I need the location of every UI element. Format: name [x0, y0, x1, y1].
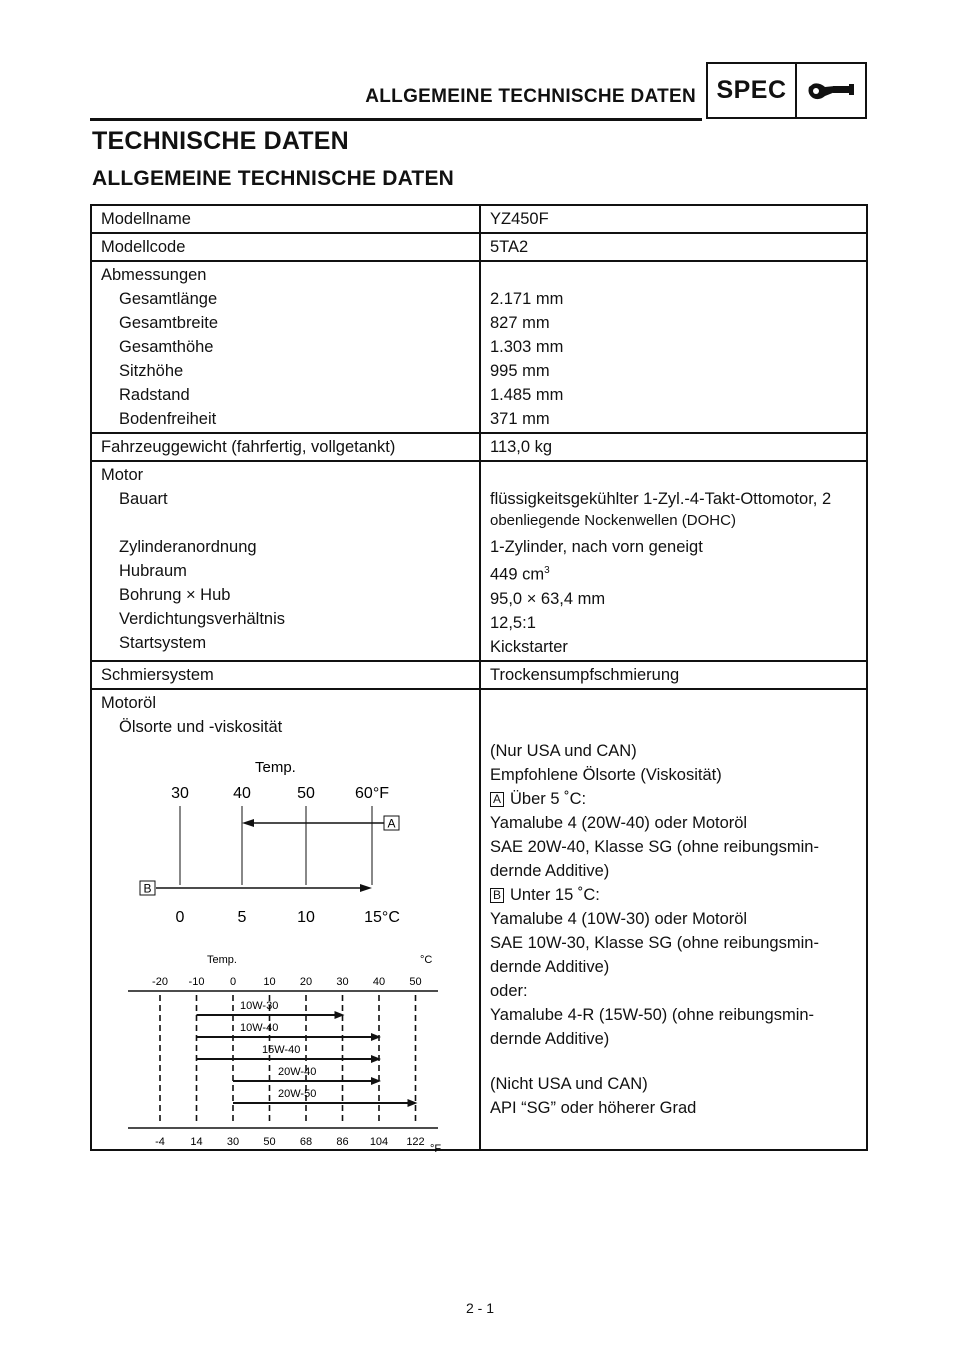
chart2-series-label: 15W-40 [262, 1043, 301, 1056]
table-row [91, 689, 867, 1150]
oil-line: (Nur USA und CAN) [490, 741, 637, 760]
oil-line [490, 787, 858, 811]
chart2-tick-c: -20 [152, 975, 168, 988]
chart1-arrow-a [242, 819, 254, 827]
item-label: Zylinderanordnung [119, 538, 257, 556]
hubraum-value: 449 cm [490, 565, 545, 584]
row-value: Trockensumpfschmierung [480, 661, 867, 689]
chart2-tick-c: 40 [372, 975, 386, 988]
row-value: 113,0 kg [480, 433, 867, 461]
row-label: Modellcode [91, 233, 480, 261]
hubraum-sup: 3 [544, 565, 550, 576]
table-row [91, 261, 867, 433]
chart2-tick-c: 0 [229, 975, 237, 988]
label-a-box: A [490, 792, 504, 807]
chart2-tick-c: 30 [336, 975, 349, 988]
row-value-group [480, 261, 867, 433]
row-value: YZ450F [480, 205, 867, 233]
item-value: 995 mm [490, 362, 550, 380]
oil-line: dernde Additive) [490, 1029, 610, 1048]
header-title: ALLGEMEINE TECHNISCHE DATEN [365, 86, 696, 107]
spec-label: SPEC [708, 64, 797, 117]
chart2-tick-f: -4 [155, 1135, 165, 1148]
item-value: 1.485 mm [490, 386, 564, 404]
chart1-label-a: A [387, 816, 396, 830]
row-value-group [480, 461, 867, 661]
chart2-tick-f: 30 [226, 1135, 240, 1148]
item-value: 1.303 mm [490, 338, 564, 356]
item-label: Gesamtbreite [119, 314, 219, 332]
oil-line: API “SG” oder höherer Grad [490, 1098, 697, 1117]
oil-line: oder: [490, 981, 528, 1000]
row-label-group [91, 689, 480, 1155]
temp-chart-1 [120, 750, 460, 930]
group-label: Abmessungen [101, 266, 207, 284]
item-label: Radstand [119, 386, 190, 404]
chart1-tick-f: 30 [171, 784, 189, 802]
page-title: TECHNISCHE DATEN [92, 127, 349, 155]
table-row [91, 233, 867, 261]
chart2-series-label: 20W-50 [278, 1087, 317, 1100]
chart2-tick-f: 122 [406, 1135, 425, 1148]
chart1-label-b: B [143, 881, 152, 895]
wrench-icon [797, 64, 865, 117]
row-label: Modellname [91, 205, 480, 233]
item-label: Sitzhöhe [119, 362, 184, 380]
oil-line: Yamalube 4 (10W-30) oder Motoröl [490, 909, 748, 928]
group-label: Motoröl [101, 693, 157, 712]
item-value: 1-Zylinder, nach vorn geneigt [490, 538, 703, 556]
spec-table [90, 204, 868, 1155]
item-label: Verdichtungsverhältnis [119, 610, 286, 628]
item-label: Startsystem [119, 634, 207, 652]
chart2-unit-f: °F [430, 1142, 442, 1155]
chart2-tick-f: 86 [336, 1135, 349, 1148]
item-value: 95,0 × 63,4 mm [490, 589, 606, 608]
label-b-box: B [490, 888, 504, 903]
chart1-title: Temp. [255, 758, 296, 776]
item-label: Gesamtlänge [119, 290, 218, 308]
oil-line-text: Unter 15 ˚C: [510, 885, 600, 904]
item-value: Kickstarter [490, 637, 568, 656]
oil-line: SAE 20W-40, Klasse SG (ohne reibungsmin- [490, 837, 819, 856]
chart1-tick-c: 5 [237, 908, 247, 926]
item-value: 12,5:1 [490, 613, 536, 632]
oil-line: dernde Additive) [490, 861, 610, 880]
item-label: Bodenfreiheit [119, 410, 217, 428]
temp-chart-2 [120, 945, 460, 1155]
chart2-tick-f: 104 [369, 1135, 389, 1148]
item-label: Ölsorte und -viskosität [119, 717, 283, 736]
section-title: ALLGEMEINE TECHNISCHE DATEN [92, 167, 455, 190]
chart2-title: Temp. [207, 953, 237, 966]
chart1-tick-f: 60°F [355, 784, 389, 802]
item-value: 2.171 mm [490, 290, 564, 308]
item-value [490, 559, 858, 587]
chart2-series-label: 10W-30 [240, 999, 279, 1012]
oil-line: Empfohlene Ölsorte (Viskosität) [490, 765, 722, 784]
chart2-tick-c: 10 [263, 975, 276, 988]
chart2-tick-f: 50 [263, 1135, 276, 1148]
chart2-tick-f: 68 [299, 1135, 313, 1148]
item-label: Bohrung × Hub [119, 586, 231, 604]
oil-line: dernde Additive) [490, 957, 610, 976]
item-value: flüssigkeitsgekühlter 1-Zyl.-4-Takt-Ottomotor, 2 [490, 490, 832, 508]
oil-line: Yamalube 4-R (15W-50) (ohne reibungsmin- [490, 1005, 815, 1024]
table-row [91, 205, 867, 233]
chart1-tick-f: 40 [233, 784, 251, 802]
group-label: Motor [101, 466, 144, 484]
page-number: 2 - 1 [465, 1300, 494, 1316]
oil-line: (Nicht USA und CAN) [490, 1074, 648, 1093]
oil-line: SAE 10W-30, Klasse SG (ohne reibungsmin- [490, 933, 819, 952]
chart1-tick-c: 15°C [364, 908, 400, 926]
spec-badge [706, 62, 867, 119]
row-label: Schmiersystem [91, 661, 480, 689]
chart2-tick-c: -10 [188, 975, 205, 988]
chart1-tick-c: 10 [297, 908, 315, 926]
row-label: Fahrzeuggewicht (fahrfertig, vollgetankt) [91, 433, 480, 461]
chart1-tick-c: 0 [175, 908, 185, 926]
table-row [91, 433, 867, 461]
oil-line: Yamalube 4 (20W-40) oder Motoröl [490, 813, 748, 832]
item-value: 371 mm [490, 410, 550, 428]
chart1-arrow-b [360, 884, 372, 892]
chart2-tick-f: 14 [190, 1135, 203, 1148]
row-label-group [91, 261, 480, 433]
item-value: 827 mm [490, 314, 550, 332]
chart2-tick-c: 50 [409, 975, 422, 988]
oil-line [490, 883, 858, 907]
table-row [91, 661, 867, 689]
oil-line-text: Über 5 ˚C: [510, 789, 587, 808]
item-value: obenliegende Nockenwellen (DOHC) [490, 512, 736, 529]
chart2-series-label: 20W-40 [278, 1065, 317, 1078]
chart2-unit-c: °C [420, 953, 433, 966]
table-row [91, 461, 867, 661]
row-label-group [91, 461, 480, 661]
item-label: Bauart [119, 490, 168, 508]
item-label: Hubraum [119, 562, 187, 580]
item-label: Gesamthöhe [119, 338, 214, 356]
row-value: 5TA2 [480, 233, 867, 261]
chart2-series-label: 10W-40 [240, 1021, 279, 1034]
oil-recommendation [480, 689, 867, 1150]
chart2-tick-c: 20 [299, 975, 313, 988]
header-rule [90, 118, 702, 121]
chart1-tick-f: 50 [297, 784, 315, 802]
